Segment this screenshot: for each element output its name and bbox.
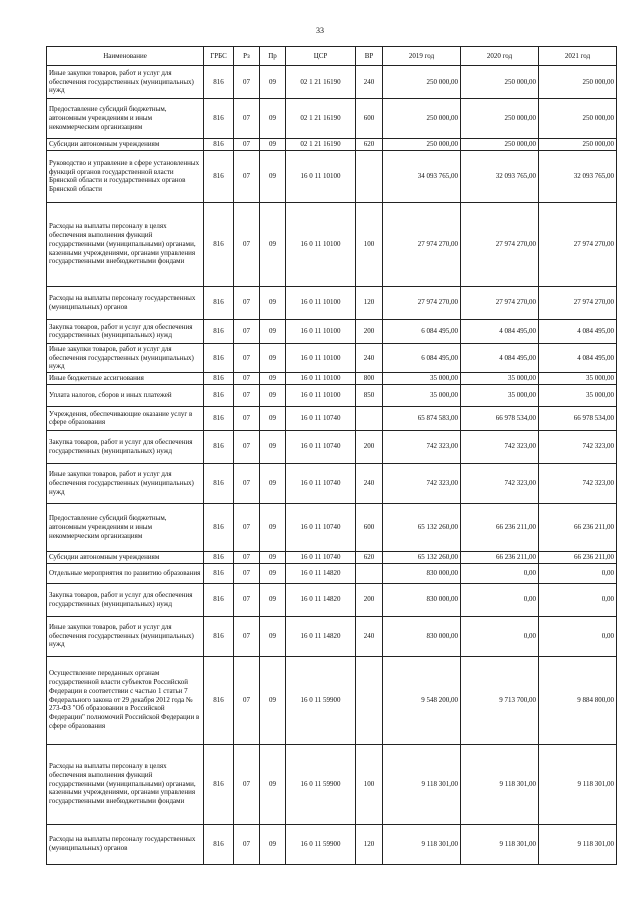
cell-y2021: 9 884 800,00	[539, 656, 617, 744]
cell-name: Руководство и управление в сфере установленных функций органов государственной власти Брянской области и государственных органов Брянской области	[47, 150, 204, 202]
cell-grbs: 816	[204, 202, 234, 286]
table-body	[47, 66, 617, 865]
cell-vr: 200	[356, 319, 383, 343]
header-grbs: ГРБС	[204, 47, 234, 66]
cell-y2019: 9 118 301,00	[383, 744, 461, 824]
cell-grbs: 816	[204, 551, 234, 563]
cell-y2021: 66 978 534,00	[539, 406, 617, 430]
cell-vr: 620	[356, 551, 383, 563]
cell-vr	[356, 563, 383, 583]
table-row	[47, 406, 617, 430]
cell-vr	[356, 406, 383, 430]
cell-vr: 100	[356, 744, 383, 824]
cell-name: Расходы на выплаты персоналу в целях обеспечения выполнения функций государственными (муниципальными) органами, казенными учреждениями, органами управления государственными внебюджетными фондами	[47, 744, 204, 824]
cell-name: Иные закупки товаров, работ и услуг для обеспечения государственных (муниципальных) нужд	[47, 463, 204, 503]
cell-rz: 07	[234, 66, 260, 99]
cell-y2020: 9 118 301,00	[461, 744, 539, 824]
cell-rz: 07	[234, 463, 260, 503]
cell-y2020: 32 093 765,00	[461, 150, 539, 202]
cell-rz: 07	[234, 202, 260, 286]
cell-grbs: 816	[204, 744, 234, 824]
cell-y2020: 9 118 301,00	[461, 824, 539, 864]
table-row	[47, 343, 617, 372]
cell-y2019: 9 118 301,00	[383, 824, 461, 864]
cell-vr: 620	[356, 139, 383, 151]
cell-csr: 16 0 11 14820	[286, 616, 356, 656]
cell-pr: 09	[260, 503, 286, 551]
cell-rz: 07	[234, 150, 260, 202]
cell-y2020: 66 236 211,00	[461, 551, 539, 563]
cell-pr: 09	[260, 583, 286, 616]
cell-pr: 09	[260, 384, 286, 406]
cell-rz: 07	[234, 744, 260, 824]
cell-grbs: 816	[204, 384, 234, 406]
cell-pr: 09	[260, 463, 286, 503]
cell-vr: 600	[356, 99, 383, 139]
cell-y2020: 0,00	[461, 583, 539, 616]
cell-name: Предоставление субсидий бюджетным, автономным учреждениям и иным некоммерческим организациям	[47, 503, 204, 551]
header-2019: 2019 год	[383, 47, 461, 66]
page-number: 33	[316, 26, 324, 35]
cell-csr: 02 1 21 16190	[286, 99, 356, 139]
cell-grbs: 816	[204, 430, 234, 463]
table-row	[47, 430, 617, 463]
cell-y2021: 0,00	[539, 563, 617, 583]
table-header-row	[47, 47, 617, 66]
table-row	[47, 319, 617, 343]
header-2021: 2021 год	[539, 47, 617, 66]
cell-name: Расходы на выплаты персоналу в целях обеспечения выполнения функций государственными (муниципальными) органами, казенными учреждениями, органами управления государственными внебюджетными фондами	[47, 202, 204, 286]
cell-grbs: 816	[204, 616, 234, 656]
cell-csr: 16 0 11 10740	[286, 406, 356, 430]
cell-y2020: 0,00	[461, 616, 539, 656]
cell-y2019: 34 093 765,00	[383, 150, 461, 202]
cell-y2020: 4 084 495,00	[461, 343, 539, 372]
cell-y2019: 742 323,00	[383, 430, 461, 463]
cell-grbs: 816	[204, 563, 234, 583]
cell-csr: 16 0 11 10740	[286, 551, 356, 563]
cell-y2020: 66 978 534,00	[461, 406, 539, 430]
cell-y2019: 6 084 495,00	[383, 343, 461, 372]
cell-name: Отдельные мероприятия по развитию образования	[47, 563, 204, 583]
cell-csr: 16 0 11 10100	[286, 343, 356, 372]
cell-csr: 16 0 11 10100	[286, 319, 356, 343]
cell-rz: 07	[234, 99, 260, 139]
cell-pr: 09	[260, 66, 286, 99]
cell-name: Иные закупки товаров, работ и услуг для обеспечения государственных (муниципальных) нужд	[47, 343, 204, 372]
cell-y2019: 830 000,00	[383, 583, 461, 616]
cell-y2019: 250 000,00	[383, 139, 461, 151]
cell-y2019: 65 132 260,00	[383, 503, 461, 551]
cell-rz: 07	[234, 430, 260, 463]
table-row	[47, 656, 617, 744]
header-csr: ЦСР	[286, 47, 356, 66]
cell-y2020: 250 000,00	[461, 139, 539, 151]
table-row	[47, 744, 617, 824]
cell-rz: 07	[234, 616, 260, 656]
cell-rz: 07	[234, 563, 260, 583]
cell-rz: 07	[234, 656, 260, 744]
header-vr: ВР	[356, 47, 383, 66]
cell-y2021: 742 323,00	[539, 463, 617, 503]
cell-vr: 120	[356, 824, 383, 864]
cell-y2020: 742 323,00	[461, 430, 539, 463]
cell-vr: 100	[356, 202, 383, 286]
cell-y2019: 27 974 270,00	[383, 202, 461, 286]
cell-y2021: 35 000,00	[539, 373, 617, 385]
cell-y2021: 27 974 270,00	[539, 286, 617, 319]
cell-y2021: 4 084 495,00	[539, 319, 617, 343]
cell-rz: 07	[234, 384, 260, 406]
cell-y2020: 66 236 211,00	[461, 503, 539, 551]
cell-y2020: 35 000,00	[461, 373, 539, 385]
table-row	[47, 551, 617, 563]
cell-csr: 16 0 11 59900	[286, 744, 356, 824]
cell-vr: 240	[356, 463, 383, 503]
cell-pr: 09	[260, 202, 286, 286]
table-row	[47, 202, 617, 286]
cell-grbs: 816	[204, 139, 234, 151]
cell-y2021: 4 084 495,00	[539, 343, 617, 372]
cell-csr: 16 0 11 10100	[286, 373, 356, 385]
cell-y2021: 250 000,00	[539, 99, 617, 139]
cell-vr: 800	[356, 373, 383, 385]
cell-pr: 09	[260, 563, 286, 583]
cell-grbs: 816	[204, 319, 234, 343]
header-rz: Рз	[234, 47, 260, 66]
header-name: Наименование	[47, 47, 204, 66]
cell-y2021: 250 000,00	[539, 139, 617, 151]
cell-rz: 07	[234, 406, 260, 430]
cell-rz: 07	[234, 503, 260, 551]
cell-vr: 120	[356, 286, 383, 319]
cell-y2021: 32 093 765,00	[539, 150, 617, 202]
cell-pr: 09	[260, 319, 286, 343]
cell-rz: 07	[234, 583, 260, 616]
table-row	[47, 150, 617, 202]
cell-csr: 16 0 11 10100	[286, 150, 356, 202]
cell-grbs: 816	[204, 373, 234, 385]
table-row	[47, 583, 617, 616]
cell-y2019: 830 000,00	[383, 563, 461, 583]
cell-y2019: 9 548 200,00	[383, 656, 461, 744]
table-row	[47, 563, 617, 583]
cell-name: Субсидии автономным учреждениям	[47, 139, 204, 151]
cell-vr: 850	[356, 384, 383, 406]
cell-name: Закупка товаров, работ и услуг для обеспечения государственных (муниципальных) нужд	[47, 583, 204, 616]
cell-vr: 240	[356, 343, 383, 372]
cell-vr: 240	[356, 66, 383, 99]
cell-grbs: 816	[204, 66, 234, 99]
cell-y2021: 35 000,00	[539, 384, 617, 406]
cell-pr: 09	[260, 286, 286, 319]
cell-y2021: 66 236 211,00	[539, 551, 617, 563]
cell-csr: 16 0 11 10100	[286, 202, 356, 286]
cell-name: Субсидии автономным учреждениям	[47, 551, 204, 563]
cell-csr: 02 1 21 16190	[286, 66, 356, 99]
cell-y2020: 4 084 495,00	[461, 319, 539, 343]
cell-pr: 09	[260, 373, 286, 385]
cell-csr: 16 0 11 10740	[286, 463, 356, 503]
cell-csr: 16 0 11 14820	[286, 563, 356, 583]
cell-name: Иные закупки товаров, работ и услуг для обеспечения государственных (муниципальных) нужд	[47, 616, 204, 656]
cell-csr: 16 0 11 59900	[286, 824, 356, 864]
table-row	[47, 139, 617, 151]
cell-csr: 16 0 11 10100	[286, 286, 356, 319]
cell-y2020: 35 000,00	[461, 384, 539, 406]
cell-name: Осуществление переданных органам государственной власти субъектов Российской Федерации в соответствии с частью 1 статьи 7 Федерального закона от 29 декабря 2012 года № 273-ФЗ "Об образовании в Российской Федерации" полномочий Российской Федерации в сфере образования	[47, 656, 204, 744]
cell-name: Иные бюджетные ассигнования	[47, 373, 204, 385]
cell-y2021: 9 118 301,00	[539, 744, 617, 824]
cell-y2019: 830 000,00	[383, 616, 461, 656]
table-row	[47, 99, 617, 139]
cell-rz: 07	[234, 551, 260, 563]
cell-name: Расходы на выплаты персоналу государственных (муниципальных) органов	[47, 824, 204, 864]
cell-name: Закупка товаров, работ и услуг для обеспечения государственных (муниципальных) нужд	[47, 430, 204, 463]
cell-y2019: 35 000,00	[383, 384, 461, 406]
cell-y2019: 742 323,00	[383, 463, 461, 503]
cell-y2020: 250 000,00	[461, 66, 539, 99]
cell-name: Иные закупки товаров, работ и услуг для обеспечения государственных (муниципальных) нужд	[47, 66, 204, 99]
cell-y2020: 27 974 270,00	[461, 286, 539, 319]
cell-csr: 16 0 11 10100	[286, 384, 356, 406]
budget-table	[46, 46, 617, 865]
cell-pr: 09	[260, 99, 286, 139]
cell-pr: 09	[260, 616, 286, 656]
cell-name: Учреждения, обеспечивающие оказание услуг в сфере образования	[47, 406, 204, 430]
cell-y2021: 0,00	[539, 583, 617, 616]
cell-grbs: 816	[204, 99, 234, 139]
cell-vr: 600	[356, 503, 383, 551]
cell-grbs: 816	[204, 583, 234, 616]
cell-pr: 09	[260, 824, 286, 864]
cell-y2019: 6 084 495,00	[383, 319, 461, 343]
cell-name: Закупка товаров, работ и услуг для обеспечения государственных (муниципальных) нужд	[47, 319, 204, 343]
cell-y2020: 742 323,00	[461, 463, 539, 503]
cell-grbs: 816	[204, 286, 234, 319]
cell-rz: 07	[234, 286, 260, 319]
cell-vr	[356, 656, 383, 744]
table-row	[47, 616, 617, 656]
cell-grbs: 816	[204, 343, 234, 372]
cell-y2019: 250 000,00	[383, 99, 461, 139]
cell-pr: 09	[260, 551, 286, 563]
cell-y2021: 27 974 270,00	[539, 202, 617, 286]
cell-rz: 07	[234, 373, 260, 385]
cell-y2020: 0,00	[461, 563, 539, 583]
cell-grbs: 816	[204, 503, 234, 551]
cell-y2020: 9 713 700,00	[461, 656, 539, 744]
table-row	[47, 373, 617, 385]
cell-csr: 16 0 11 10740	[286, 430, 356, 463]
cell-pr: 09	[260, 430, 286, 463]
cell-y2021: 250 000,00	[539, 66, 617, 99]
cell-y2021: 742 323,00	[539, 430, 617, 463]
cell-pr: 09	[260, 139, 286, 151]
table-row	[47, 66, 617, 99]
cell-grbs: 816	[204, 824, 234, 864]
cell-csr: 16 0 11 10740	[286, 503, 356, 551]
cell-rz: 07	[234, 824, 260, 864]
cell-pr: 09	[260, 656, 286, 744]
cell-y2019: 65 132 260,00	[383, 551, 461, 563]
cell-csr: 02 1 21 16190	[286, 139, 356, 151]
cell-y2019: 35 000,00	[383, 373, 461, 385]
cell-y2020: 250 000,00	[461, 99, 539, 139]
table-row	[47, 286, 617, 319]
cell-y2019: 65 874 583,00	[383, 406, 461, 430]
cell-pr: 09	[260, 150, 286, 202]
cell-vr: 240	[356, 616, 383, 656]
cell-grbs: 816	[204, 656, 234, 744]
cell-y2019: 27 974 270,00	[383, 286, 461, 319]
cell-name: Уплата налогов, сборов и иных платежей	[47, 384, 204, 406]
cell-pr: 09	[260, 744, 286, 824]
table-row	[47, 824, 617, 864]
cell-pr: 09	[260, 406, 286, 430]
cell-y2021: 0,00	[539, 616, 617, 656]
cell-rz: 07	[234, 139, 260, 151]
cell-csr: 16 0 11 14820	[286, 583, 356, 616]
cell-grbs: 816	[204, 150, 234, 202]
table-row	[47, 463, 617, 503]
cell-grbs: 816	[204, 406, 234, 430]
cell-rz: 07	[234, 343, 260, 372]
header-2020: 2020 год	[461, 47, 539, 66]
cell-y2021: 9 118 301,00	[539, 824, 617, 864]
cell-y2021: 66 236 211,00	[539, 503, 617, 551]
cell-name: Расходы на выплаты персоналу государственных (муниципальных) органов	[47, 286, 204, 319]
cell-y2019: 250 000,00	[383, 66, 461, 99]
cell-vr: 200	[356, 430, 383, 463]
cell-csr: 16 0 11 59900	[286, 656, 356, 744]
cell-vr: 200	[356, 583, 383, 616]
header-pr: Пр	[260, 47, 286, 66]
cell-pr: 09	[260, 343, 286, 372]
cell-vr	[356, 150, 383, 202]
table-row	[47, 384, 617, 406]
cell-name: Предоставление субсидий бюджетным, автономным учреждениям и иным некоммерческим организациям	[47, 99, 204, 139]
cell-grbs: 816	[204, 463, 234, 503]
cell-y2020: 27 974 270,00	[461, 202, 539, 286]
cell-rz: 07	[234, 319, 260, 343]
table-row	[47, 503, 617, 551]
